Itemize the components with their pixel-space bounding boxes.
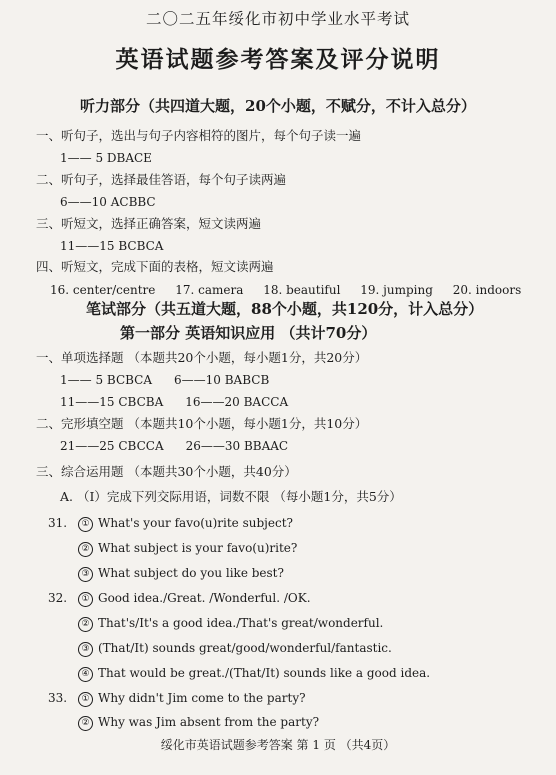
listening-section-2-answer: 6——10 ACBBC — [60, 195, 156, 209]
question-31-number: 31. — [48, 516, 68, 530]
written-section-1-answers-row1: 1—— 5 BCBCA 6——10 BABCB — [60, 373, 270, 387]
answer-18: 18. beautiful — [263, 283, 341, 297]
main-title: 英语试题参考答案及评分说明 — [115, 46, 441, 73]
question-32-option-2: ② That's/It's a good idea./That's great/wonderful. — [78, 617, 383, 632]
subsection-a-heading: A. （Ⅰ）完成下列交际用语，词数不限 （每小题1分，共5分） — [60, 489, 402, 504]
written-section-1-heading: 一、单项选择题 （本题共20个小题，每小题1分，共20分） — [36, 350, 368, 365]
written-section-1-answers-row2: 11——15 CBCBA 16——20 BACCA — [60, 395, 289, 409]
written-section-3-heading: 三、综合运用题 （本题共30个小题，共40分） — [36, 464, 297, 479]
listening-section-1-heading: 一、听句子，选出与句子内容相符的图片，每个句子读一遍 — [36, 128, 362, 143]
question-33-option-1: ① Why didn't Jim come to the party? — [78, 692, 306, 707]
question-31-option-1: ① What's your favo(u)rite subject? — [78, 517, 293, 532]
listening-section-3-answer: 11——15 BCBCA — [60, 239, 164, 253]
question-32-option-1: ① Good idea./Great. /Wonderful. /OK. — [78, 592, 311, 607]
listening-section-3-heading: 三、听短文，选择正确答案，短文读两遍 — [36, 216, 262, 231]
written-section-2-answers: 21——25 CBCCA 26——30 BBAAC — [60, 439, 289, 453]
question-32-number: 32. — [48, 591, 68, 605]
written-section-2-heading: 二、完形填空题 （本题共10个小题，每小题1分，共10分） — [36, 416, 368, 431]
page-footer: 绥化市英语试题参考答案 第 1 页 （共4页） — [160, 738, 396, 752]
listening-section-4-answers — [50, 284, 521, 296]
question-32-option-4: ④ That would be great./(That/It) sounds like a good idea. — [78, 667, 430, 682]
question-33-number: 33. — [48, 691, 68, 705]
listening-part-title: 听力部分（共四道大题，20个小题，不赋分，不计入总分） — [80, 97, 476, 115]
listening-section-2-heading: 二、听句子，选择最佳答语，每个句子读两遍 — [36, 172, 287, 187]
question-31-option-3: ③ What subject do you like best? — [78, 567, 284, 582]
answer-17: 17. camera — [175, 283, 244, 297]
written-part-title: 笔试部分（共五道大题，88个小题，共120分，计入总分） — [86, 300, 484, 318]
question-32-option-3: ③ (That/It) sounds great/good/wonderful/fantastic. — [78, 642, 392, 657]
answer-19: 19. jumping — [360, 283, 433, 297]
exam-title: 二〇二五年绥化市初中学业水平考试 — [145, 10, 410, 28]
answer-20: 20. indoors — [452, 283, 522, 297]
listening-section-4-heading: 四、听短文，完成下面的表格，短文读两遍 — [36, 259, 274, 274]
listening-section-1-answer: 1—— 5 DBACE — [60, 151, 152, 165]
written-part1-title: 第一部分 英语知识应用 （共计70分） — [120, 324, 377, 342]
question-33-option-2: ② Why was Jim absent from the party? — [78, 716, 319, 731]
answer-16: 16. center/centre — [50, 283, 156, 297]
question-31-option-2: ② What subject is your favo(u)rite? — [78, 542, 297, 557]
